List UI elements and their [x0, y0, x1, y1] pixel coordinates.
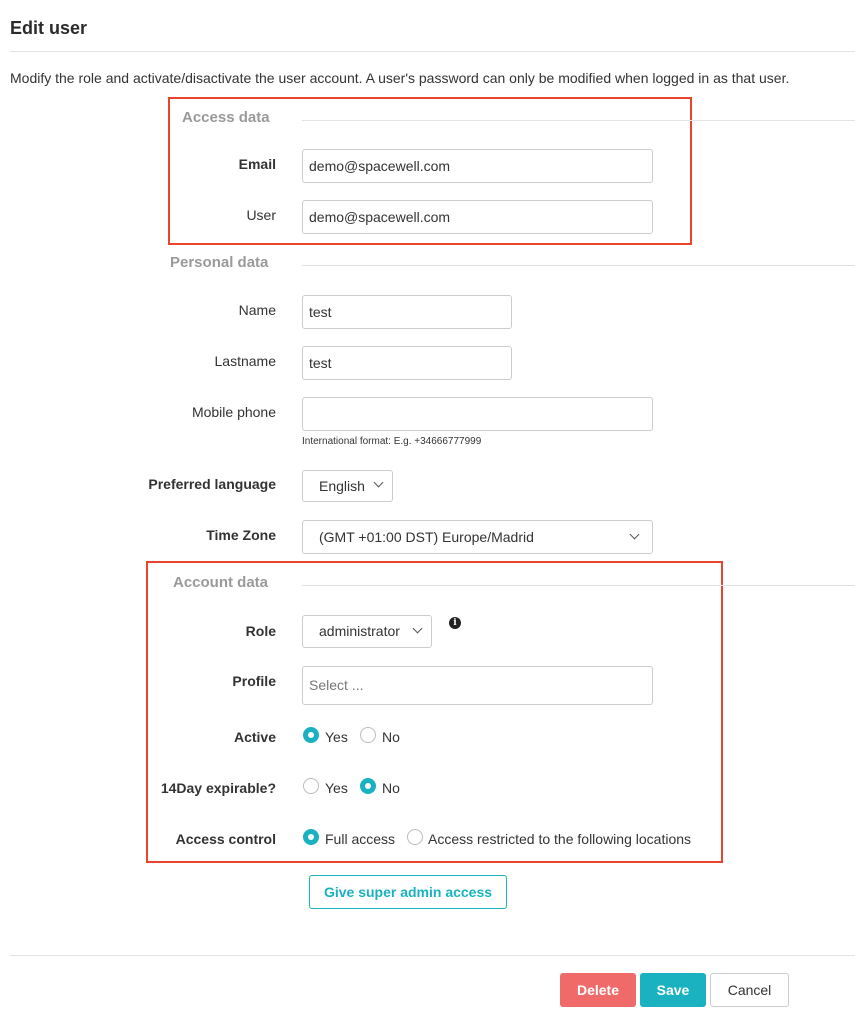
preferred-language-value: English	[319, 478, 365, 494]
super-admin-button[interactable]: Give super admin access	[309, 875, 507, 909]
profile-label: Profile	[232, 673, 276, 689]
page-title: Edit user	[10, 18, 88, 38]
account-data-highlight	[146, 561, 723, 863]
footer-divider	[10, 955, 855, 956]
profile-placeholder: Select ...	[309, 677, 364, 693]
chevron-down-icon	[630, 530, 640, 540]
section-divider	[302, 585, 855, 586]
email-label: Email	[238, 156, 276, 172]
active-yes-label[interactable]: Yes	[325, 729, 348, 745]
section-title-access-data: Access data	[182, 109, 270, 126]
mobile-phone-label: Mobile phone	[191, 404, 276, 420]
active-label: Active	[233, 729, 276, 745]
user-field[interactable]: demo@spacewell.com	[302, 200, 653, 234]
active-no-label[interactable]: No	[382, 729, 400, 745]
chevron-down-icon	[374, 478, 384, 488]
name-label: Name	[238, 302, 276, 318]
access-full-radio[interactable]	[303, 829, 319, 845]
section-title-personal-data: Personal data	[170, 254, 269, 271]
mobile-phone-help: International format: E.g. +34666777999	[302, 436, 482, 447]
active-yes-radio[interactable]	[303, 727, 319, 743]
role-label: Role	[245, 623, 276, 639]
expirable-label: 14Day expirable?	[160, 780, 276, 796]
save-button[interactable]: Save	[640, 973, 706, 1007]
page-description: Modify the role and activate/disactivate the user account. A user's password can only be modified when logged in as that user.	[10, 70, 790, 86]
preferred-language-label: Preferred language	[148, 476, 276, 492]
user-label: User	[246, 207, 276, 223]
email-field[interactable]: demo@spacewell.com	[302, 149, 653, 183]
expirable-yes-label[interactable]: Yes	[325, 780, 348, 796]
section-divider	[302, 265, 855, 266]
expirable-yes-radio[interactable]	[303, 778, 319, 794]
time-zone-value: (GMT +01:00 DST) Europe/Madrid	[319, 529, 534, 545]
section-divider	[302, 120, 855, 121]
info-icon[interactable]: i	[449, 617, 461, 629]
time-zone-label: Time Zone	[206, 527, 276, 543]
name-field[interactable]: test	[302, 295, 512, 329]
profile-select[interactable]	[302, 666, 653, 705]
expirable-no-radio[interactable]	[360, 778, 376, 794]
time-zone-select[interactable]	[302, 520, 653, 554]
access-restricted-label[interactable]: Access restricted to the following locations	[428, 831, 692, 847]
section-title-account-data: Account data	[173, 574, 269, 591]
delete-button[interactable]: Delete	[560, 973, 636, 1007]
chevron-down-icon	[413, 624, 423, 634]
cancel-button[interactable]: Cancel	[710, 973, 789, 1007]
access-restricted-radio[interactable]	[407, 829, 423, 845]
access-full-label[interactable]: Full access	[325, 831, 396, 847]
expirable-no-label[interactable]: No	[382, 780, 400, 796]
role-value: administrator	[319, 623, 400, 639]
header-divider	[10, 51, 855, 52]
access-control-label: Access control	[175, 831, 276, 847]
mobile-phone-field[interactable]	[302, 397, 653, 431]
lastname-field[interactable]: test	[302, 346, 512, 380]
lastname-label: Lastname	[214, 353, 276, 369]
active-no-radio[interactable]	[360, 727, 376, 743]
preferred-language-select[interactable]	[302, 470, 393, 502]
role-select[interactable]	[302, 615, 432, 648]
